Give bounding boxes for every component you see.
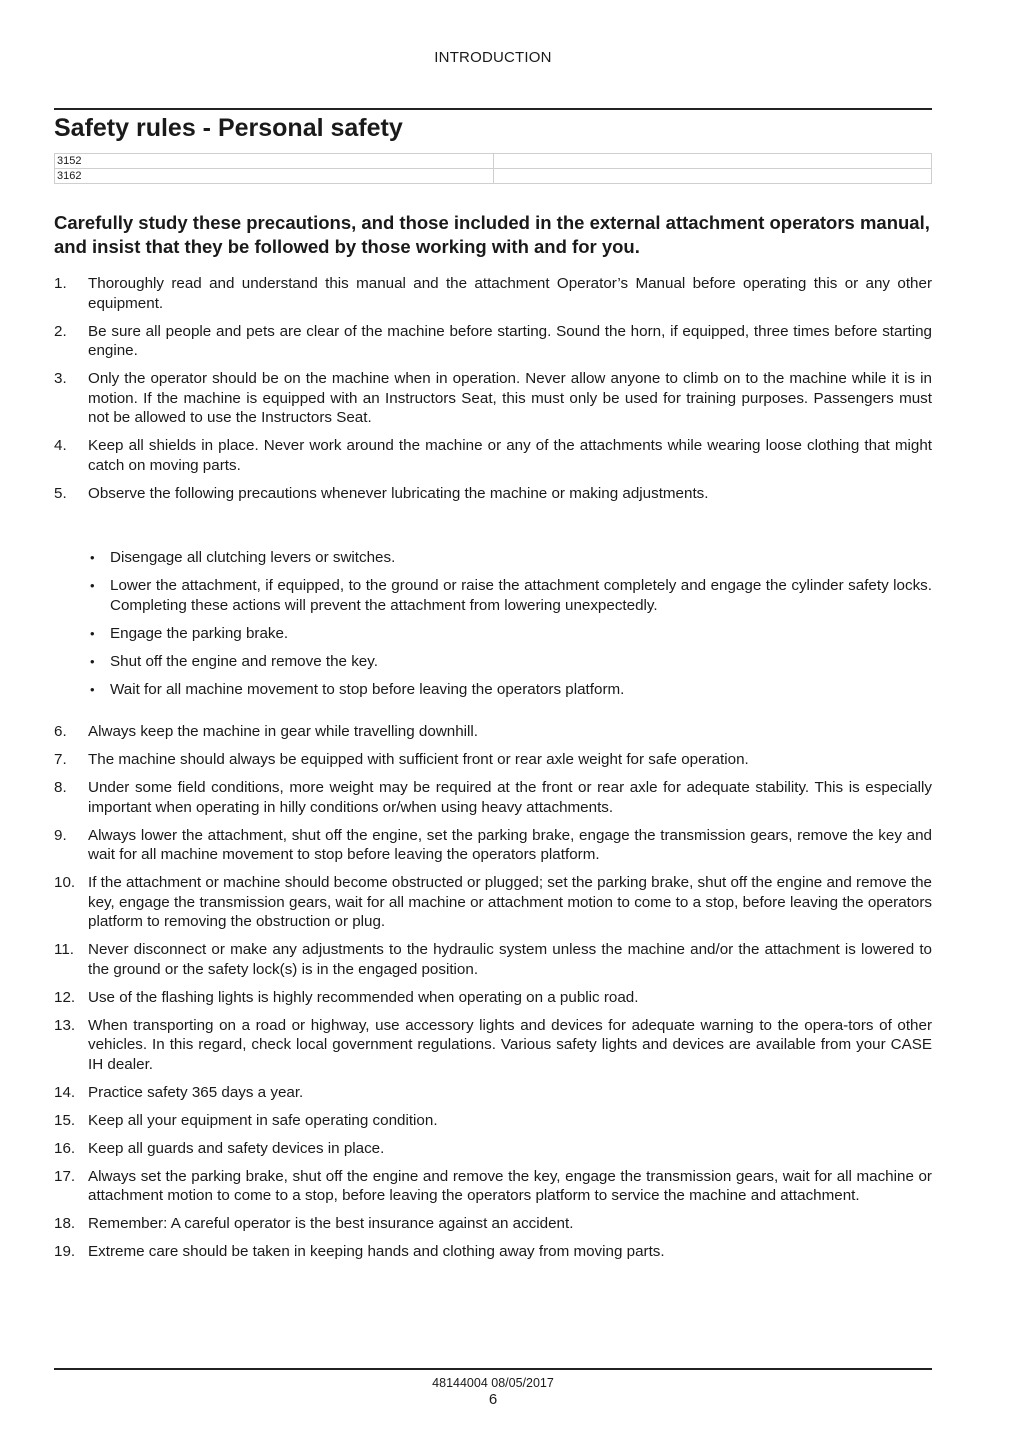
item-text: Observe the following precautions whenever lubricating the machine or making adjustments.	[88, 484, 709, 502]
item-number: 9.	[54, 826, 67, 844]
list-item	[54, 1111, 932, 1131]
intro-statement: Carefully study these precautions, and those included in the external attachment operators manual, and insist that they be followed by those working with and for you.	[54, 212, 930, 257]
item-number: 5.	[54, 484, 67, 502]
table-row	[55, 169, 932, 184]
item-text: Shut off the engine and remove the key.	[110, 652, 378, 670]
item-text: Thoroughly read and understand this manual and the attachment Operator’s Manual before operating this or any other equipment.	[88, 275, 932, 312]
item-number: 13.	[54, 1016, 76, 1034]
running-header: INTRODUCTION	[434, 49, 552, 66]
list-item	[54, 722, 932, 742]
bullet-icon: •	[90, 653, 95, 669]
list-item	[54, 484, 932, 504]
item-text: Lower the attachment, if equipped, to the ground or raise the attachment completely and engage the cylinder safety locks. Completing these actions will prevent the attachment from lowering unexpectedly.	[110, 577, 932, 614]
precautions-bullet-list	[88, 548, 932, 708]
empty-cell	[493, 169, 932, 184]
item-number: 18.	[54, 1215, 76, 1232]
item-text: Keep all guards and safety devices in place.	[88, 1139, 385, 1157]
footer-divider	[54, 1368, 932, 1370]
item-number: 2.	[54, 322, 67, 340]
list-item	[54, 1139, 932, 1159]
list-item	[88, 624, 932, 644]
item-number: 15.	[54, 1111, 76, 1129]
list-item	[88, 652, 932, 672]
item-text: Always lower the attachment, shut off the engine, set the parking brake, engage the transmission gears, remove the key and wait for all machine movement to stop before leaving the operators platform.	[88, 826, 932, 863]
page-title: Safety rules - Personal safety	[54, 114, 403, 142]
bullet-icon: •	[90, 578, 95, 593]
item-number: 6.	[54, 723, 67, 740]
item-number: 16.	[54, 1139, 76, 1157]
item-text: Engage the parking brake.	[110, 624, 289, 642]
item-number: 14.	[54, 1083, 76, 1101]
item-number: 19.	[54, 1243, 76, 1260]
item-text: Keep all your equipment in safe operating condition.	[88, 1111, 438, 1129]
item-text: Always keep the machine in gear while travelling downhill.	[88, 723, 479, 740]
item-text: Only the operator should be on the machine when in operation. Never allow anyone to climb on to the machine while it is in motion. If the machine is equipped with an Instructors Seat, this must only be used for training purposes. Passengers must not be allowed to use the Instructors Seat.	[88, 370, 932, 426]
list-item	[54, 1167, 932, 1206]
safety-rules-list-part2	[54, 722, 932, 1270]
list-item	[54, 322, 932, 361]
list-item	[54, 826, 932, 865]
list-item	[88, 548, 932, 568]
item-number: 8.	[54, 779, 67, 796]
item-text: The machine should always be equipped with sufficient front or rear axle weight for safe operation.	[88, 751, 749, 768]
list-item	[88, 576, 932, 615]
item-text: Be sure all people and pets are clear of the machine before starting. Sound the horn, if equipped, three times before starting engine.	[88, 322, 932, 359]
bullet-icon: •	[90, 625, 95, 641]
item-number: 7.	[54, 751, 67, 768]
item-number: 11.	[54, 941, 74, 958]
item-number: 1.	[54, 275, 67, 292]
item-text: Keep all shields in place. Never work around the machine or any of the attachments while wearing loose clothing that might catch on moving parts.	[88, 437, 932, 474]
list-item	[54, 1016, 932, 1075]
header-divider	[54, 108, 932, 110]
list-item	[54, 1083, 932, 1103]
document-code: 48144004 08/05/2017	[432, 1376, 554, 1390]
list-item	[54, 274, 932, 313]
item-text: Under some field conditions, more weight may be required at the front or rear axle for adequate stability. This is especially important when operating in hilly conditions or/when using heavy attachments.	[88, 779, 932, 816]
item-number: 17.	[54, 1167, 76, 1185]
item-text: Always set the parking brake, shut off the engine and remove the key, engage the transmission gears, wait for all machine or attachment motion to come to a stop, before leaving the operators platform to service the machine and attachment.	[88, 1167, 932, 1204]
list-item	[54, 778, 932, 817]
bullet-icon: •	[90, 550, 95, 565]
item-number: 10.	[54, 874, 76, 891]
item-text: If the attachment or machine should become obstructed or plugged; set the parking brake, shut off the engine and remove the key, engage the transmission gears, wait for all machine or attachment motion to come to a stop, before leaving the operators platform to removing the obstruction or plug.	[88, 874, 932, 930]
empty-cell	[493, 154, 932, 169]
list-item	[54, 369, 932, 428]
item-number: 4.	[54, 437, 67, 454]
model-code-cell: 3162	[55, 169, 494, 184]
item-text: Practice safety 365 days a year.	[88, 1083, 304, 1101]
item-number: 12.	[54, 988, 76, 1006]
list-item	[54, 750, 932, 770]
list-item	[88, 680, 932, 700]
item-text: Use of the flashing lights is highly recommended when operating on a public road.	[88, 988, 639, 1006]
item-number: 3.	[54, 370, 67, 387]
item-text: Never disconnect or make any adjustments to the hydraulic system unless the machine and/or the attachment is lowered to the ground or the safety lock(s) is in the engaged position.	[88, 941, 932, 978]
page-number: 6	[488, 1391, 498, 1408]
list-item	[54, 1242, 932, 1262]
list-item	[54, 988, 932, 1008]
item-text: Disengage all clutching levers or switches.	[110, 549, 396, 566]
safety-rules-list-part1	[54, 274, 932, 512]
model-applicability-table	[54, 153, 932, 184]
list-item	[54, 1214, 932, 1234]
list-item	[54, 940, 932, 979]
list-item	[54, 436, 932, 475]
item-text: Wait for all machine movement to stop before leaving the operators platform.	[110, 680, 625, 698]
list-item	[54, 873, 932, 932]
table-row	[55, 154, 932, 169]
item-text: Extreme care should be taken in keeping hands and clothing away from moving parts.	[88, 1243, 665, 1260]
model-code-cell: 3152	[55, 154, 494, 169]
bullet-icon: •	[90, 681, 95, 697]
item-text: When transporting on a road or highway, use accessory lights and devices for adequate warning to the opera-tors of other vehicles. In this regard, check local government regulations. Various safety lights and devices are available from your CASE IH dealer.	[88, 1016, 932, 1073]
item-text: Remember: A careful operator is the best insurance against an accident.	[88, 1215, 574, 1232]
